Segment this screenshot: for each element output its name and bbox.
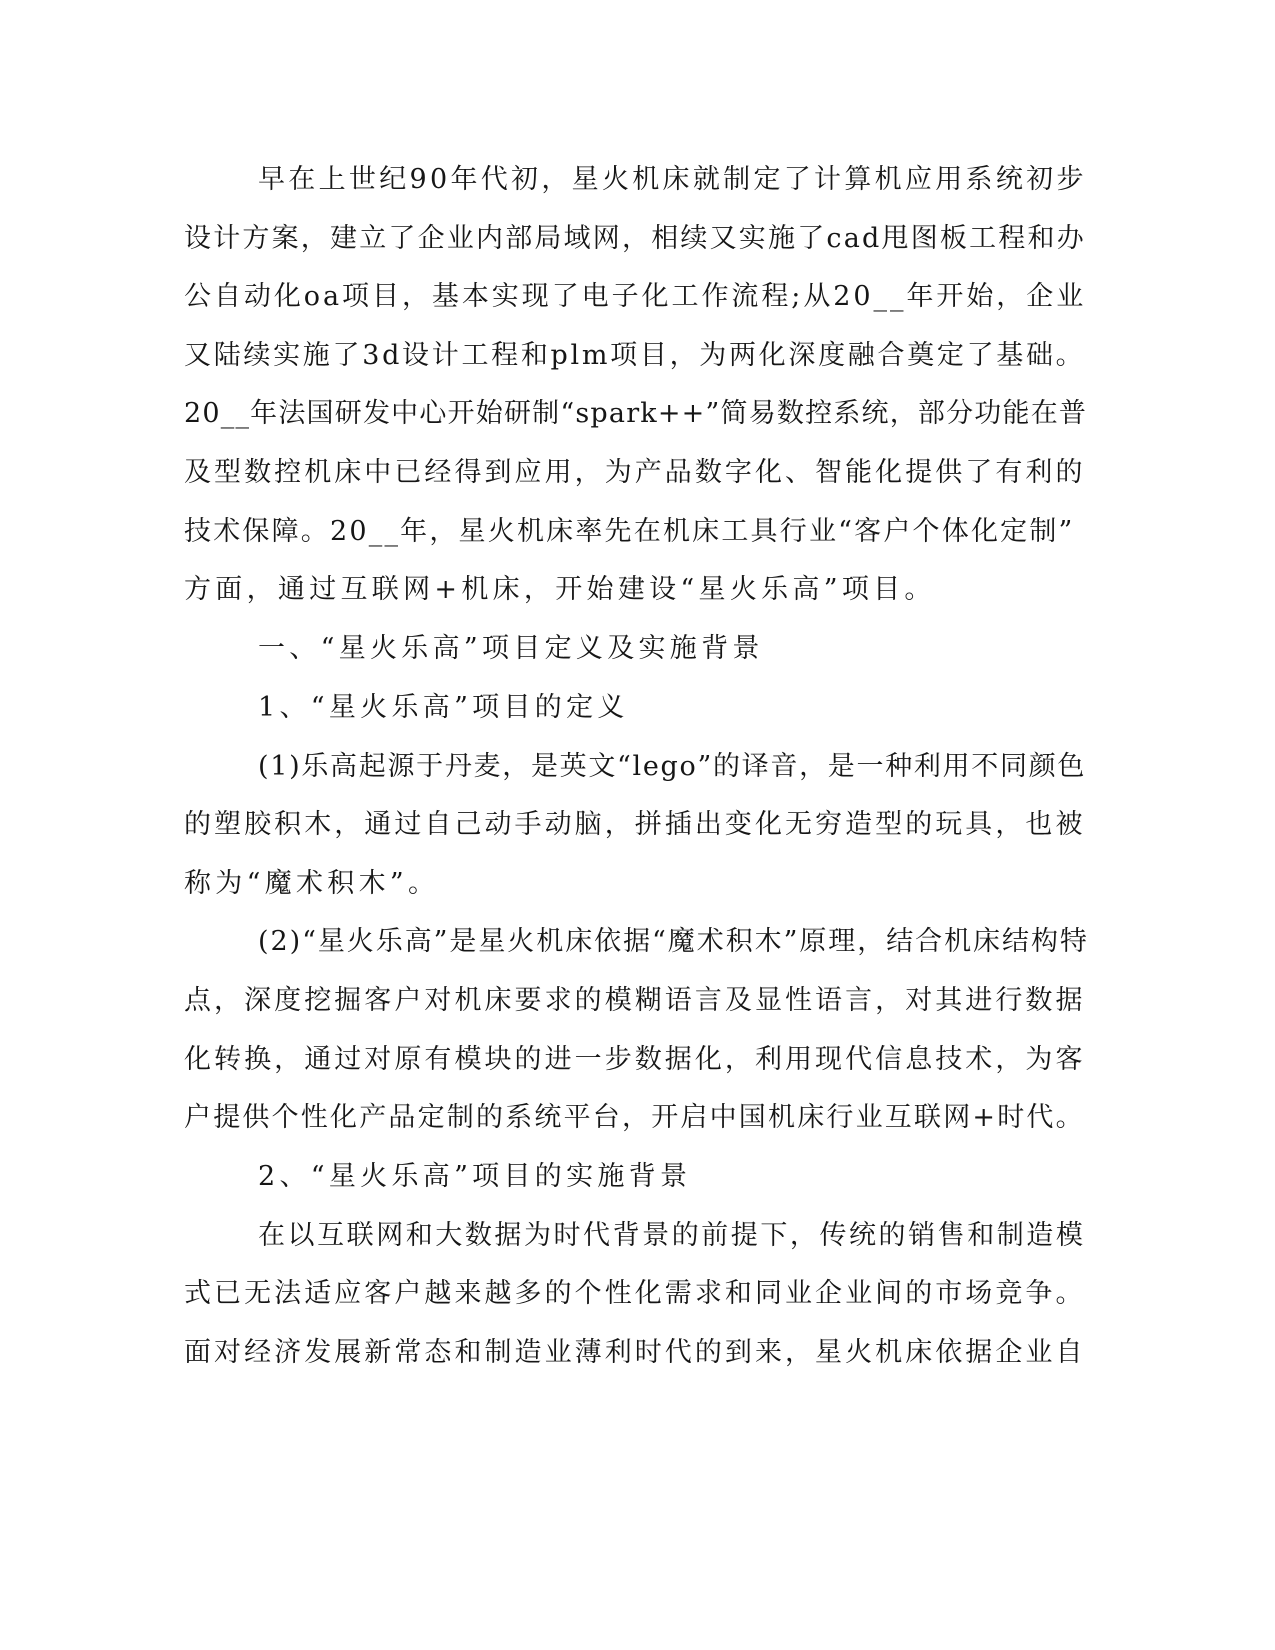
paragraph-line: 在以互联网和大数据为时代背景的前提下，传统的销售和制造模 (258, 1220, 1086, 1251)
paragraph-line: 公自动化oa项目，基本实现了电子化工作流程;从20__年开始，企业 (184, 281, 1087, 312)
paragraph-line: 方面，通过互联网+机床，开始建设“星火乐高”项目。 (184, 574, 936, 605)
paragraph-line: 技术保障。20__年，星火机床率先在机床工具行业“客户个体化定制” (184, 516, 1075, 547)
subsection-heading: 2、“星火乐高”项目的实施背景 (258, 1161, 692, 1192)
paragraph-line: (2)“星火乐高”是星火机床依据“魔术积木”原理，结合机床结构特 (258, 926, 1089, 957)
paragraph-line: 及型数控机床中已经得到应用，为产品数字化、智能化提供了有利的 (184, 457, 1086, 488)
subsection-heading: 1、“星火乐高”项目的定义 (258, 692, 629, 723)
paragraph-line: 式已无法适应客户越来越多的个性化需求和同业企业间的市场竞争。 (184, 1278, 1086, 1309)
paragraph-line: 面对经济发展新常态和制造业薄利时代的到来，星火机床依据企业自 (184, 1337, 1086, 1368)
section-heading: 一、“星火乐高”项目定义及实施背景 (258, 633, 764, 664)
paragraph-line: 早在上世纪90年代初，星火机床就制定了计算机应用系统初步 (258, 164, 1087, 195)
paragraph-line: 户提供个性化产品定制的系统平台，开启中国机床行业互联网+时代。 (184, 1102, 1085, 1133)
paragraph-line: (1)乐高起源于丹麦，是英文“lego”的译音，是一种利用不同颜色 (258, 751, 1087, 782)
paragraph-line: 20__年法国研发中心开始研制“spark++”简易数控系统，部分功能在普 (184, 398, 1088, 429)
paragraph-line: 又陆续实施了3d设计工程和plm项目，为两化深度融合奠定了基础。 (184, 340, 1086, 371)
paragraph-line: 化转换，通过对原有模块的进一步数据化，利用现代信息技术，为客 (184, 1044, 1086, 1075)
paragraph-line: 设计方案，建立了企业内部局域网，相续又实施了cad甩图板工程和办 (184, 223, 1086, 254)
paragraph-line: 的塑胶积木，通过自己动手动脑，拼插出变化无穷造型的玩具，也被 (184, 809, 1086, 840)
paragraph-line: 称为“魔术积木”。 (184, 868, 440, 899)
paragraph-line: 点，深度挖掘客户对机床要求的模糊语言及显性语言，对其进行数据 (184, 985, 1086, 1016)
